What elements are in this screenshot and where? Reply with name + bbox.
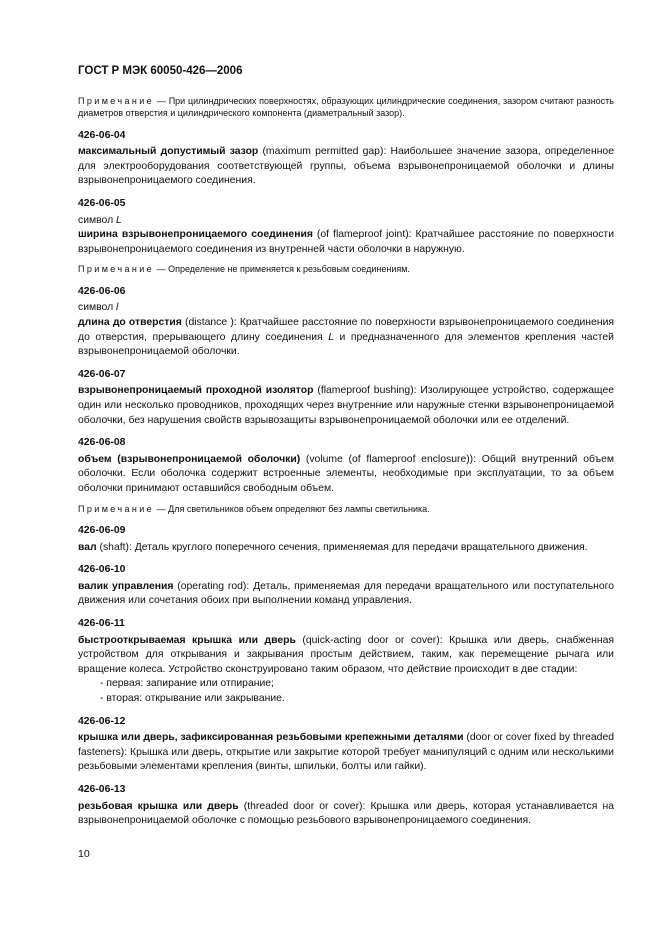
entry-text: (of flameproof joint): Кратчайшее расстояние по поверхности взрывонепроницаемого соединения из внутренней части оболочки в наружную. bbox=[78, 229, 614, 255]
entry-symbol bbox=[78, 301, 614, 316]
entry-code: 426-06-12 bbox=[78, 715, 126, 727]
entry-definition bbox=[78, 316, 614, 360]
entry-text: (quick-acting door or cover): Крышка или дверь, снабженная устройством для открывания и закрывания простым действием, таким, как перемещение рычага или вращение колеса. Устройство сконструировано таким образом, что действие происходит в две стадии: bbox=[78, 634, 614, 675]
note-luminaires bbox=[78, 503, 614, 516]
entry-426-06-10 bbox=[78, 563, 614, 609]
entry-term: крышка или дверь, зафиксированная резьбовыми крепежными деталями bbox=[78, 732, 464, 744]
entry-426-06-06 bbox=[78, 285, 614, 360]
stage-list bbox=[78, 677, 614, 706]
entry-426-06-12 bbox=[78, 715, 614, 775]
note-text: — При цилиндрических поверхностях, образующих цилиндрические соединения, зазором считают разность диаметров отверстия и цилиндрического компонента (диаметральный зазор). bbox=[78, 95, 614, 119]
entry-426-06-07 bbox=[78, 368, 614, 428]
entry-term: быстрооткрываемая крышка или дверь bbox=[78, 634, 296, 646]
note-lead: Примечание bbox=[78, 95, 155, 106]
document-page bbox=[78, 64, 614, 837]
entry-text-b: и предназначенного для элементов крепления частей взрывонепроницаемой оболочки. bbox=[78, 331, 614, 358]
entry-definition bbox=[78, 731, 614, 775]
entry-text: (operating rod): Деталь, применяемая для передачи вращательного или поступательного движения или сочетания обоих при выполнении команд управления. bbox=[78, 580, 614, 607]
entry-code: 426-06-05 bbox=[78, 197, 126, 209]
entry-text-a: (distance ): Кратчайшее расстояние по поверхности взрывонепроницаемого соединения до отверстия, прерывающего длину соединения bbox=[78, 317, 614, 343]
entry-term: объем (взрывонепроницаемой оболочки) bbox=[78, 453, 301, 465]
entry-term: максимальный допустимый зазор bbox=[78, 146, 259, 158]
entry-definition bbox=[78, 634, 614, 678]
entry-text: (volume (of flameproof enclosure)): Общий внутренний объем оболочки. Если оболочка содержит встроенные элементы, необходимые при эксплуатации, то за объем оболочки принимают оставшийся свободным объем. bbox=[78, 453, 614, 494]
entry-text: (threaded door or cover): Крышка или дверь, которая устанавливается на взрывонепроницаемой оболочке с помощью резьбового взрывонепроницаемого соединения. bbox=[78, 800, 614, 827]
entry-definition bbox=[78, 384, 614, 428]
entry-definition bbox=[78, 800, 614, 829]
note-threaded-joints bbox=[78, 263, 614, 276]
entry-code: 426-06-13 bbox=[78, 783, 126, 795]
note-text: — Для светильников объем определяют без лампы светильника. bbox=[154, 503, 430, 514]
entry-term: вал bbox=[78, 541, 97, 553]
list-item: - первая: запирание или отпирание; bbox=[100, 677, 614, 692]
entry-code: 426-06-09 bbox=[78, 525, 126, 537]
entry-426-06-09 bbox=[78, 524, 614, 555]
entry-426-06-05 bbox=[78, 197, 614, 257]
entry-term: ширина взрывонепроницаемого соединения bbox=[78, 229, 313, 241]
entry-code: 426-06-11 bbox=[78, 618, 125, 630]
entry-definition bbox=[78, 145, 614, 189]
entry-426-06-13 bbox=[78, 783, 614, 829]
entry-426-06-04 bbox=[78, 129, 614, 189]
entry-term: взрывонепроницаемый проходной изолятор bbox=[78, 385, 314, 397]
list-item: - вторая: открывание или закрывание. bbox=[100, 692, 614, 707]
entry-term: резьбовая крышка или дверь bbox=[78, 800, 239, 812]
entry-definition bbox=[78, 541, 614, 556]
page-number: 10 bbox=[78, 848, 90, 860]
entry-426-06-11 bbox=[78, 617, 614, 707]
entry-code: 426-06-10 bbox=[78, 564, 126, 576]
symbol-label: символ bbox=[78, 214, 117, 226]
note-cylindrical-gap bbox=[78, 95, 614, 120]
entry-definition bbox=[78, 453, 614, 497]
symbol-value: L bbox=[116, 214, 122, 226]
entry-definition bbox=[78, 228, 614, 257]
entry-text: (maximum permitted gap): Наибольшее значение зазора, определенное для электрооборудования соответствующей группы, объема взрывонепроницаемой оболочки и длины взрывонепроницаемого соединения. bbox=[78, 146, 614, 187]
entry-text: (door or cover fixed by threaded fasteners): Крышка или дверь, открытие или закрытие которой требует манипуляций с одним или несколькими резьбовыми элементами крепления (винты, шпильки, болты или гайки). bbox=[78, 732, 615, 773]
inline-symbol: L bbox=[328, 331, 334, 343]
note-text: — Определение не применяется к резьбовым соединениям. bbox=[154, 264, 410, 275]
entry-term: длина до отверстия bbox=[78, 317, 182, 329]
entry-term: валик управления bbox=[78, 580, 174, 592]
entry-code: 426-06-07 bbox=[78, 368, 126, 380]
entry-text: (flameproof bushing): Изолирующее устройство, содержащее один или несколько проводников, проходящих через внутренние или наружные стенки взрывонепроницаемой оболочки, без нарушения свойств взрывозащиты взрывонепроницаемой оболочки или ее отделений. bbox=[78, 385, 615, 426]
entry-426-06-08 bbox=[78, 436, 614, 496]
entry-definition bbox=[78, 580, 614, 609]
standard-header: ГОСТ Р МЭК 60050-426—2006 bbox=[78, 65, 243, 77]
entry-symbol bbox=[78, 214, 614, 229]
symbol-value: l bbox=[116, 302, 119, 314]
note-lead: Примечание bbox=[78, 264, 155, 275]
entry-text: (shaft): Деталь круглого поперечного сечения, применяемая для передачи вращательного движения. bbox=[96, 541, 588, 553]
symbol-label: символ bbox=[78, 302, 117, 314]
entry-code: 426-06-06 bbox=[78, 285, 126, 297]
entry-code: 426-06-04 bbox=[78, 129, 126, 141]
note-lead: Примечание bbox=[78, 503, 155, 514]
entry-code: 426-06-08 bbox=[78, 437, 126, 449]
